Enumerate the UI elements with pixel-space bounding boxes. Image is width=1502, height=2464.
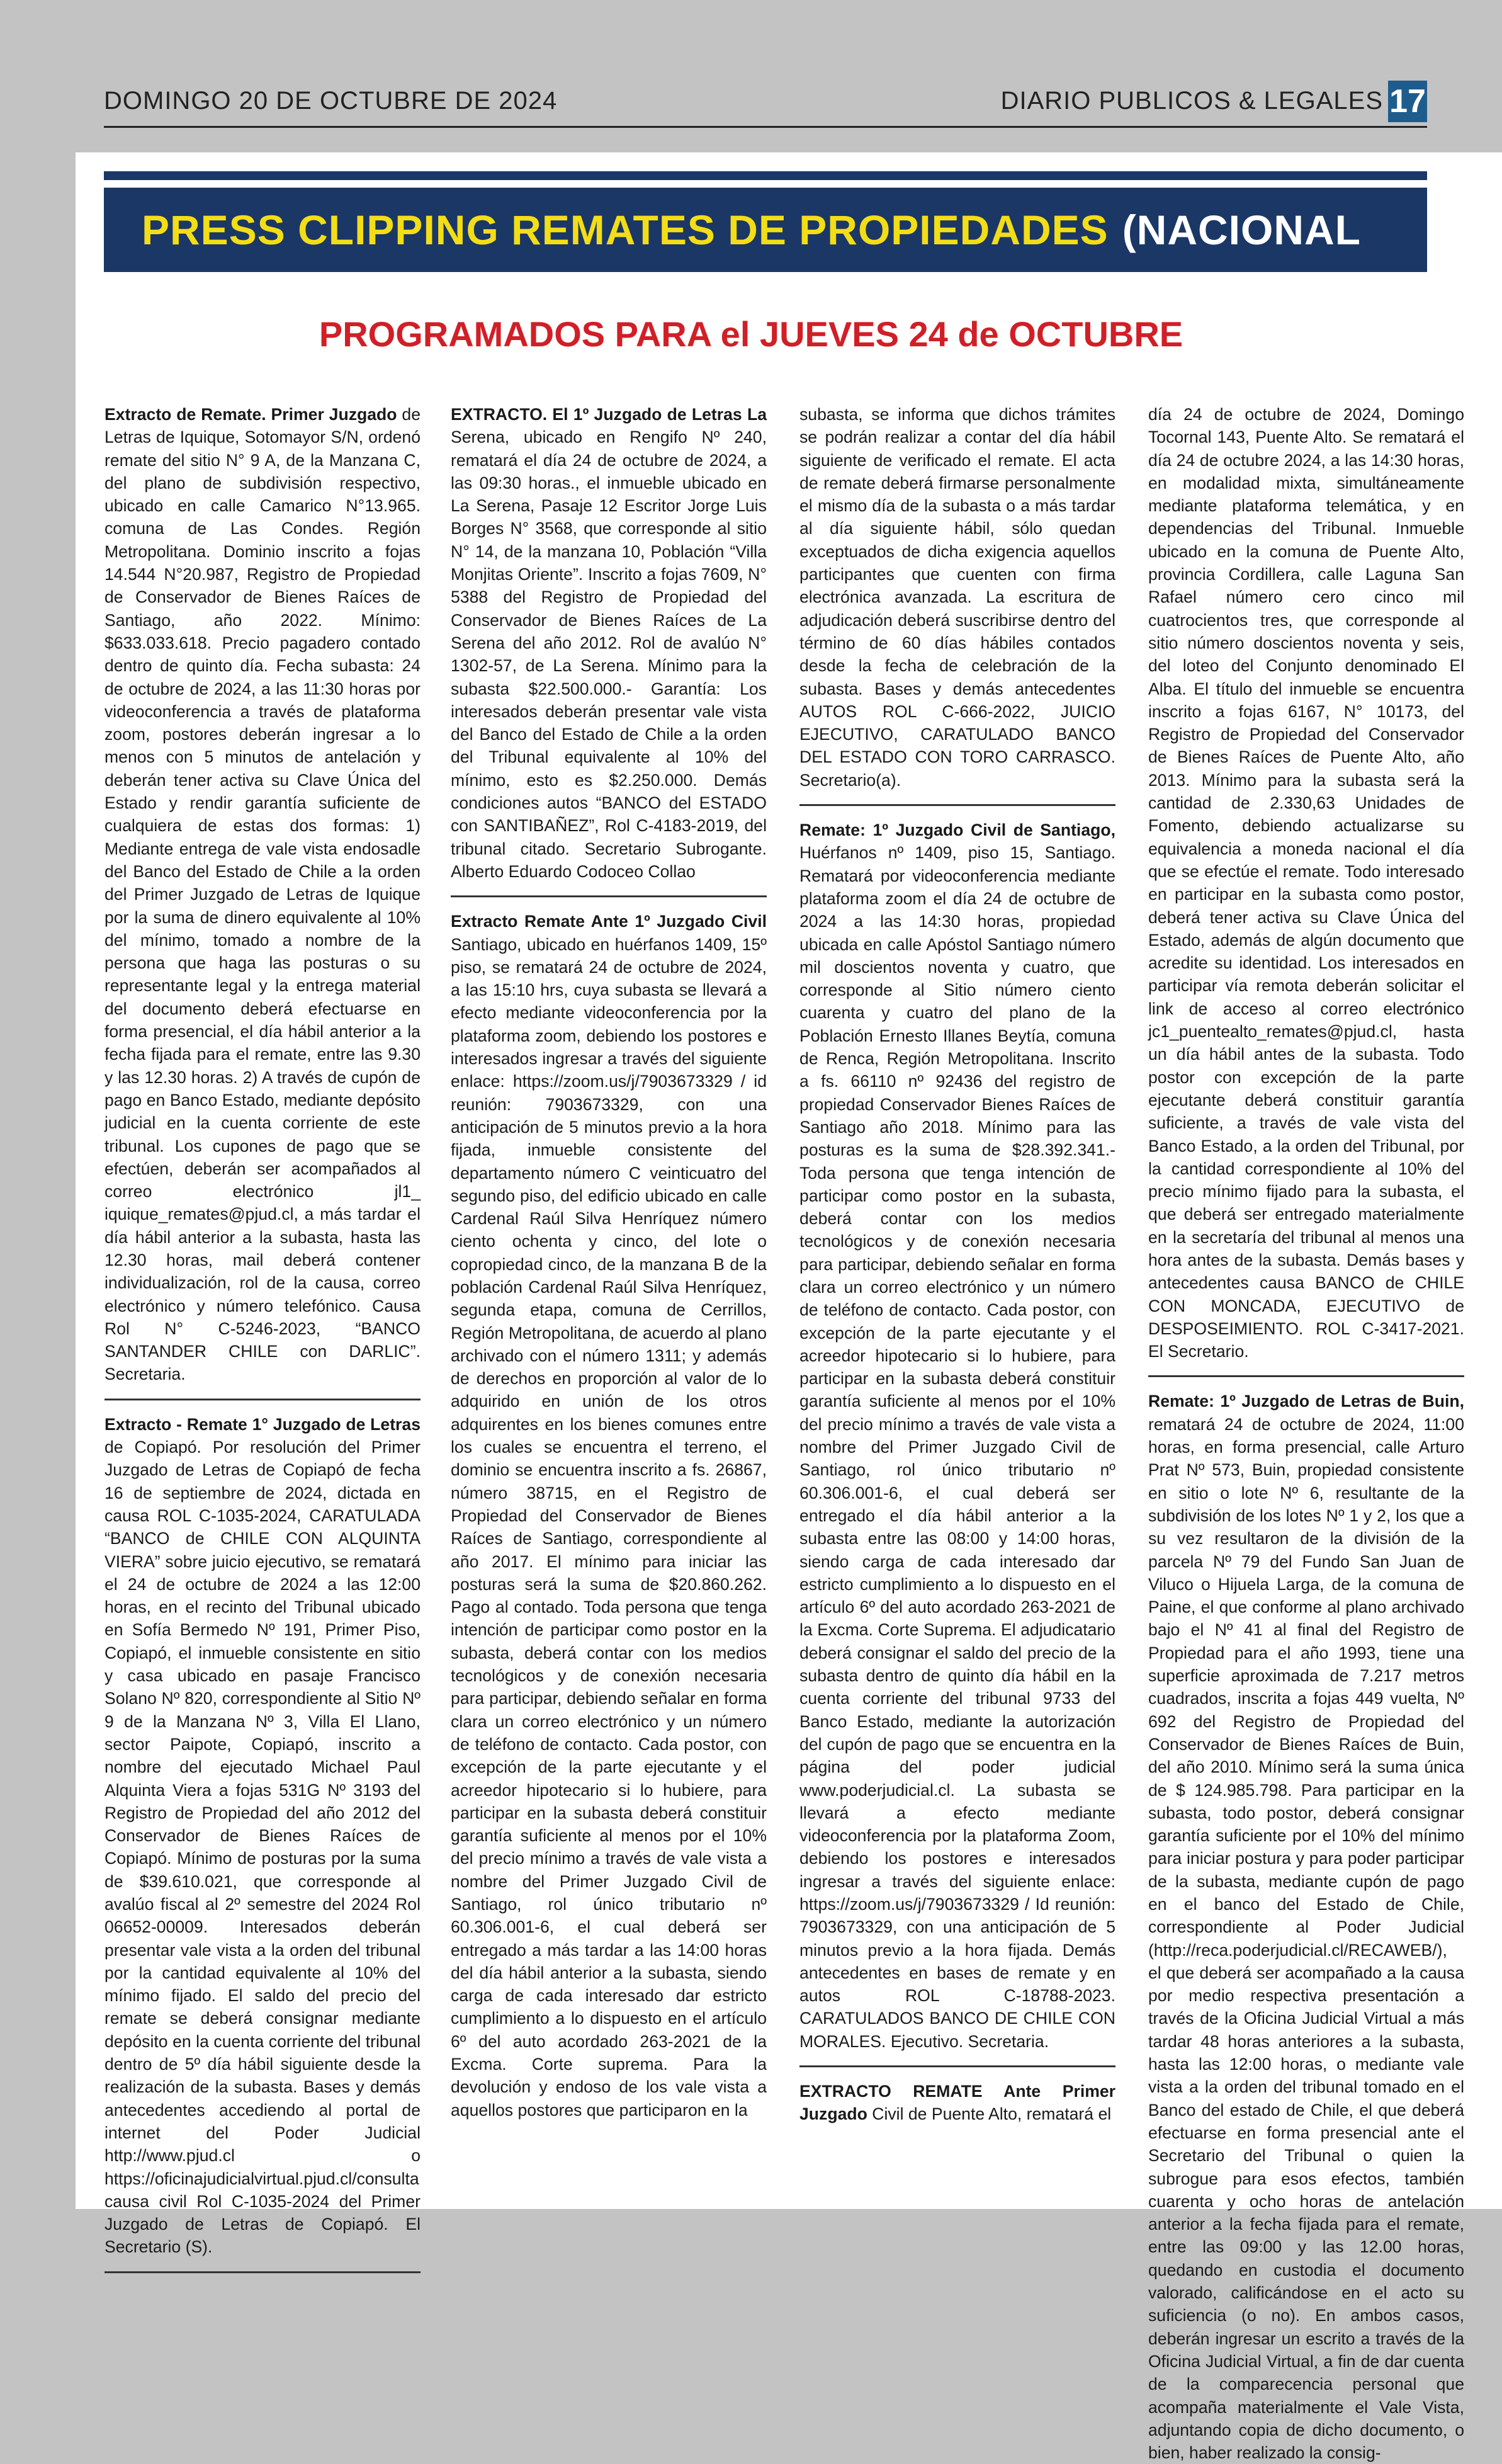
- banner-stripe: [104, 171, 1427, 180]
- notice-continuation: día 24 de octubre de 2024, Domingo Tocornal 143, Puente Alto. Se rematará el día 24 de octubre 2024, a las 14:30 horas, en modalidad mixta, simultáneamente mediante plataforma telemática, y en dependencias del Tribunal. Inmueble ubicado en la comuna de Puente Alto, provincia Cordillera, calle Laguna San Rafael número cero cinco mil cuatrocientos tres, que corresponde al sitio número doscientos noventa y seis, del loteo del Conjunto denominado El Alba. El título del inmueble se encuentra inscrito a fojas 6167, N° 10173, del Registro de Propiedad del Conservador de Bienes Raíces de Puente Alto, año 2013. Mínimo para la subasta será la cantidad de 2.330,63 Unidades de Fomento, debiendo actualizarse su equivalencia a moneda nacional el día que se efectúe el remate. Todo interesado en participar en la subasta como postor, deberá tener activa su Clave Única del Estado, además de algún documento que acredite su identidad. Los interesados en participar vía remota deberán solicitar el link de acceso al correo electrónico jc1_puentealto_remates@pjud.cl, hasta un día hábil antes de la subasta. Todo postor con excepción de la parte ejecutante deberá constituir garantía suficiente, a través de vale vista del Banco Estado, a la orden del Tribunal, por la cantidad correspondiente al 10% del precio mínimo fijado para la subasta, el que deberá ser entregado materialmente en la secretaría del tribunal al menos una hora antes de la subasta. Demás bases y antecedentes causa BANCO de CHILE CON MONCADA, EJECUTIVO de DESPOSEIMIENTO. ROL C-3417-2021. El Secretario.: [1148, 405, 1464, 1361]
- notice-lead: Extracto Remate Ante 1º Juzgado Civil: [451, 912, 767, 931]
- notice-lead: Remate: 1º Juzgado Civil de Santiago,: [799, 820, 1115, 840]
- notice-body: rematará 24 de octubre de 2024, 11:00 horas, en forma presencial, calle Arturo Prat Nº 573, Buin, propiedad consistente en sitio o lote Nº 6, resultante de la subdivisión de los lotes Nº 1 y 2, los que a su vez resultaron de la división de la parcela Nº 79 del Fundo San Juan de Viluco o Hijuela Larga, de la comuna de Paine, el que conforme al plano archivado bajo el Nº 41 al final del Registro de Propiedad para el año 1993, tiene una superficie aproximada de 7.217 metros cuadrados, inscrita a fojas 449 vuelta, Nº 692 del Registro de Propiedad del Conservador de Bienes Raíces de Buin, del año 2010. Mínimo será la suma única de $ 124.985.798. Para participar en la subasta, todo postor, deberá consignar garantía suficiente por el 10% del mínimo para iniciar postura y para poder participar de la subasta, mediante cupón de pago en el banco del Estado de Chile, correspondiente al Poder Judicial (http://reca.poderjudicial.cl/RECAWEB/), el que deberá ser acompañado a la causa por medio respectiva presentación a través de la Oficina Judicial Virtual a más tardar 48 horas anteriores a la subasta, hasta las 12:00 horas, o mediante vale vista a la orden del tribunal tomado en el Banco del estado de Chile, el que deberá efectuarse en forma presencial ante el Secretario del Tribunal o quien la subrogue para esos efectos, también cuarenta y ocho horas de antelación anterior a la fecha fijada para el remate, entre las 09:00 y las 12.00 horas, quedando en custodia el documento valorado, calificándose en el acto su suficiencia (o no). En ambos casos, deberán ingresar un escrito a través de la Oficina Judicial Virtual, a fin de dar cuenta de la comparecencia personal que acompaña materialmente el Vale Vista, adjuntando copia de dicho documento, o bien, haber realizado la consig-: [1148, 1414, 1464, 2463]
- notice-body: de Copiapó. Por resolución del Primer Juzgado de Letras de Copiapó de fecha 16 de septiembre de 2024, dictada en causa ROL C-1035-2024, CARATULADA “BANCO de CHILE CON ALQUINTA VIERA” sobre juicio ejecutivo, se rematará el 24 de octubre de 2024 a las 12:00 horas, en el recinto del Tribunal ubicado en Sofía Bermedo Nº 191, Primer Piso, Copiapó, el inmueble consistente en sitio y casa ubicado en pasaje Francisco Solano Nº 820, correspondiente al Sitio Nº 9 de la Manzana Nº 3, Villa El Llano, sector Paipote, Copiapó, inscrito a nombre del ejecutado Michael Paul Alquinta Viera a fojas 531G Nº 3193 del Registro de Propiedad del año 2012 del Conservador de Bienes Raíces de Copiapó. Mínimo de posturas por la suma de $39.610.021, que corresponde al avalúo fiscal al 2º semestre del 2024 Rol 06652-00009. Interesados deberán presentar vale vista a la orden del tribunal por la cantidad equivalente al 10% del mínimo fijado. El saldo del precio del remate se deberá consignar mediante depósito en la cuenta corriente del tribunal dentro de 5º día hábil siguiente desde la realización de la subasta. Bases y demás antecedentes accediendo al portal de internet del Poder Judicial http://www.pjud.cl o https://oficinajudicialvirtual.pjud.cl/consulta causa civil Rol C-1035-2024 del Primer Juzgado de Letras de Copiapó. El Secretario (S).: [104, 1438, 421, 2257]
- text-column-4: [1148, 403, 1464, 2463]
- header-date: DOMINGO 20 DE OCTUBRE DE 2024: [104, 87, 558, 115]
- notice-lead: Extracto de Remate. Primer Juzgado: [104, 405, 397, 424]
- banner-title: PRESS CLIPPING REMATES DE PROPIEDADES: [142, 207, 1109, 253]
- notice-lead: EXTRACTO. El 1º Juzgado de Letras La: [451, 405, 767, 424]
- page-header: [104, 81, 1427, 128]
- notice-lead: EXTRACTO REMATE Ante Primer Juzgado: [799, 2082, 1115, 2124]
- notice-body: Huérfanos nº 1409, piso 15, Santiago. Rematará por videoconferencia mediante plataforma zoom el día 24 de octubre de 2024 a las 14:30 horas, propiedad ubicada en calle Apóstol Santiago número mil doscientos noventa y cuatro, que corresponde al Sitio número ciento cuarenta y cuatro del plano de la Población Ernesto Illanes Beytía, comuna de Renca, Región Metropolitana. Inscrito a fs. 66110 nº 92436 del registro de propiedad Conservador Bienes Raíces de Santiago año 2018. Mínimo para las posturas es la suma de $28.392.341.- Toda persona que tenga intención de participar como postor en la subasta, deberá contar con los medios tecnológicos y de conexión necesaria para participar, debiendo señalar en forma clara un correo electrónico y un número de teléfono de contacto. Cada postor, con excepción de la parte ejecutante y el acreedor hipotecario si lo hubiere, para participar en la subasta deberá constituir garantía suficiente al menos por el 10% del precio mínimo a través de vale vista a nombre del Primer Juzgado Civil de Santiago, rol único tributario nº 60.306.001-6, el cual deberá ser entregado el día hábil anterior a la subasta entre las 08:00 y 14:00 horas, siendo carga de cada interesado dar estricto cumplimiento a lo dispuesto en el artículo 6º del auto acordado 263-2021 de la Excma. Corte Suprema. El adjudicatario deberá consignar el saldo del precio de la subasta dentro de quinto día hábil en la cuenta corriente del tribunal 9733 del Banco Estado, mediante la autorización del cupón de pago que se encuentra en la página del poder judicial www.poderjudicial.cl. La subasta se llevará a efecto mediante videoconferencia por la plataforma Zoom, debiendo los postores e interesados ingresar a través del siguiente enlace: https://zoom.us/j/7903673329 / Id reunión: 7903673329, con una anticipación de 5 minutos previo a la hora fijada. Demás antecedentes en bases de remate y en autos ROL C-18788-2023. CARATULADOS BANCO DE CHILE CON MORALES. Ejecutivo. Secretaria.: [799, 843, 1115, 2051]
- notice-divider: [799, 804, 1115, 806]
- notice-divider: [1148, 1375, 1464, 1377]
- notice-santiago-cerrillos: [451, 910, 767, 2121]
- notice-la-serena: [451, 403, 767, 883]
- section-subtitle: PROGRAMADOS PARA el JUEVES 24 de OCTUBRE: [319, 314, 1183, 354]
- notice-lead: Extracto - Remate 1° Juzgado de Letras: [104, 1414, 421, 1434]
- notice-body: Serena, ubicado en Rengifo Nº 240, rematará el día 24 de octubre de 2024, a las 09:30 horas., el inmueble ubicado en La Serena, Pasaje 12 Escritor Jorge Luis Borges N° 3568, que corresponde al sitio N° 14, de la manzana 10, Población “Villa Monjitas Oriente”. Inscrito a fojas 7609, N° 5388 del Registro de Propiedad del Conservador de Bienes Raíces de La Serena del año 2012. Rol de avalúo N° 1302-57, de La Serena. Mínimo para la subasta $22.500.000.- Garantía: Los interesados deberán presentar vale vista del Banco del Estado de Chile a la orden del Tribunal equivalente al 10% del mínimo, esto es $2.250.000. Demás condiciones autos “BANCO del ESTADO con SANTIBAÑEZ”, Rol C-4183-2019, del tribunal citado. Secretario Subrogante. Alberto Eduardo Codoceo Collao: [451, 428, 767, 881]
- notice-divider: [104, 2271, 421, 2273]
- notice-divider: [451, 895, 767, 897]
- text-column-1: [104, 403, 421, 2286]
- notice-body: de Letras de Iquique, Sotomayor S/N, ordenó remate del sitio N° 9 A, de la Manzana C, del plano de subdivisión respectivo, ubicado en calle Camarico N°13.965. comuna de Las Condes. Región Metropolitana. Dominio inscrito a fojas 14.544 N°20.987, Registro de Propiedad de Conservador de Bienes Raíces de Santiago, año 2022. Mínimo: $633.033.618. Precio pagadero contado dentro de quinto día. Fecha subasta: 24 de octubre de 2024, a las 11:30 horas por videoconferencia a través de plataforma zoom, postores deberán ingresar a lo menos con 5 minutos de antelación y deberán tener activa su Clave Única del Estado y rendir garantía suficiente de cualquiera de estas dos formas: 1) Mediante entrega de vale vista endosadle del Banco del Estado de Chile a la orden del Primer Juzgado de Letras de Iquique por la suma de dinero equivalente al 10% del mínimo, tomado a nombre de la persona que haga las posturas o su representante legal y la entrega material del documento deberá efectuarse en forma presencial, el día hábil anterior a la fecha fijada para el remate, entre las 9.30 y las 12.30 horas. 2) A través de cupón de pago en Banco Estado, mediante depósito judicial en la cuenta corriente de este tribunal. Los cupones de pago que se efectúen, deberán ser acompañados al correo electrónico jl1_ iquique_remates@pjud.cl, a más tardar el día hábil anterior a la subasta, hasta las 12.30 horas, mail deberá contener individualización, rol de la causa, correo electrónico y número telefónico. Causa Rol N° C-5246-2023, “BANCO SANTANDER CHILE con DARLIC”. Secretaria.: [104, 405, 421, 1384]
- notice-divider: [104, 1399, 421, 1400]
- notice-santiago-renca: [799, 819, 1115, 2053]
- notice-body: Santiago, ubicado en huérfanos 1409, 15º piso, se rematará 24 de octubre de 2024, a las 15:10 hrs, cuya subasta se llevará a efecto mediante videoconferencia por la plataforma zoom, debiendo los postores e interesados ingresar a través del siguiente enlace: https://zoom.us/j/7903673329 / id reunión: 7903673329, con una anticipación de 5 minutos previo a la hora fijada, inmueble consistente del departamento número C veinticuatro del segundo piso, del edificio ubicado en calle Cardenal Raúl Silva Henríquez número ciento ochenta y cinco, del lote o copropiedad cinco, de la manzana B de la población Cardenal Raúl Silva Henríquez, segunda etapa, comuna de Cerrillos, Región Metropolitana, de acuerdo al plano archivado con el número 1311; y además de derechos en proporción al valor de lo adquirido en unión de los otros adquirentes en los bienes comunes entre los cuales se encuentra el terreno, el dominio se encuentra inscrito a fs. 26867, número 38715, en el Registro de Propiedad del Conservador de Bienes Raíces de Santiago, correspondiente al año 2017. El mínimo para iniciar las posturas será la suma de $20.860.262. Pago al contado. Toda persona que tenga intención de participar como postor en la subasta, deberá contar con los medios tecnológicos y de conexión necesaria para participar, debiendo señalar en forma clara un correo electrónico y un número de teléfono de contacto. Cada postor, con excepción de la parte ejecutante y el acreedor hipotecario si lo hubiere, para participar en la subasta deberá constituir garantía suficiente al menos por el 10% del precio mínimo a través de vale vista a nombre del Primer Juzgado Civil de Santiago, rol único tributario nº 60.306.001-6, el cual deberá ser entregado a más tardar a las 14:00 horas del día hábil anterior a la subasta, siendo carga de cada interesado dar estricto cumplimiento a lo dispuesto en el artículo 6º del auto acordado 263-2021 de la Excma. Corte suprema. Para la devolución y endoso de los vale vista a aquellos postores que participaron en la: [451, 934, 767, 2120]
- text-column-3: [799, 403, 1115, 2126]
- page-number: 17: [1388, 81, 1427, 122]
- notice-buin: [1148, 1390, 1464, 2464]
- notice-puente-alto: [799, 2080, 1115, 2126]
- notice-body: Civil de Puente Alto, rematará el: [867, 2104, 1112, 2124]
- notice-divider: [799, 2065, 1115, 2067]
- header-newspaper-name: DIARIO PUBLICOS & LEGALES: [1000, 87, 1383, 115]
- notice-continuation: subasta, se informa que dichos trámites se podrán realizar a contar del día hábil siguiente de verificado el remate. El acta de remate deberá firmarse personalmente el mismo día de la subasta o a más tardar al día siguiente hábil, sólo quedan exceptuados de dicha exigencia aquellos participantes que cuenten con firma electrónica avanzada. La escritura de adjudicación deberá suscribirse dentro del término de 60 días hábiles contados desde la fecha de celebración de la subasta. Bases y demás antecedentes AUTOS ROL C-666-2022, JUICIO EJECUTIVO, CARATULADO BANCO DEL ESTADO CON TORO CARRASCO. Secretario(a).: [799, 405, 1115, 790]
- notice-copiapo: [104, 1413, 421, 2259]
- notice-lead: Remate: 1º Juzgado de Letras de Buin,: [1148, 1392, 1464, 1411]
- notice-iquique: [104, 403, 421, 1386]
- section-banner: [104, 188, 1427, 272]
- banner-title-region: (NACIONAL: [1122, 207, 1361, 253]
- text-column-2: [451, 403, 767, 2121]
